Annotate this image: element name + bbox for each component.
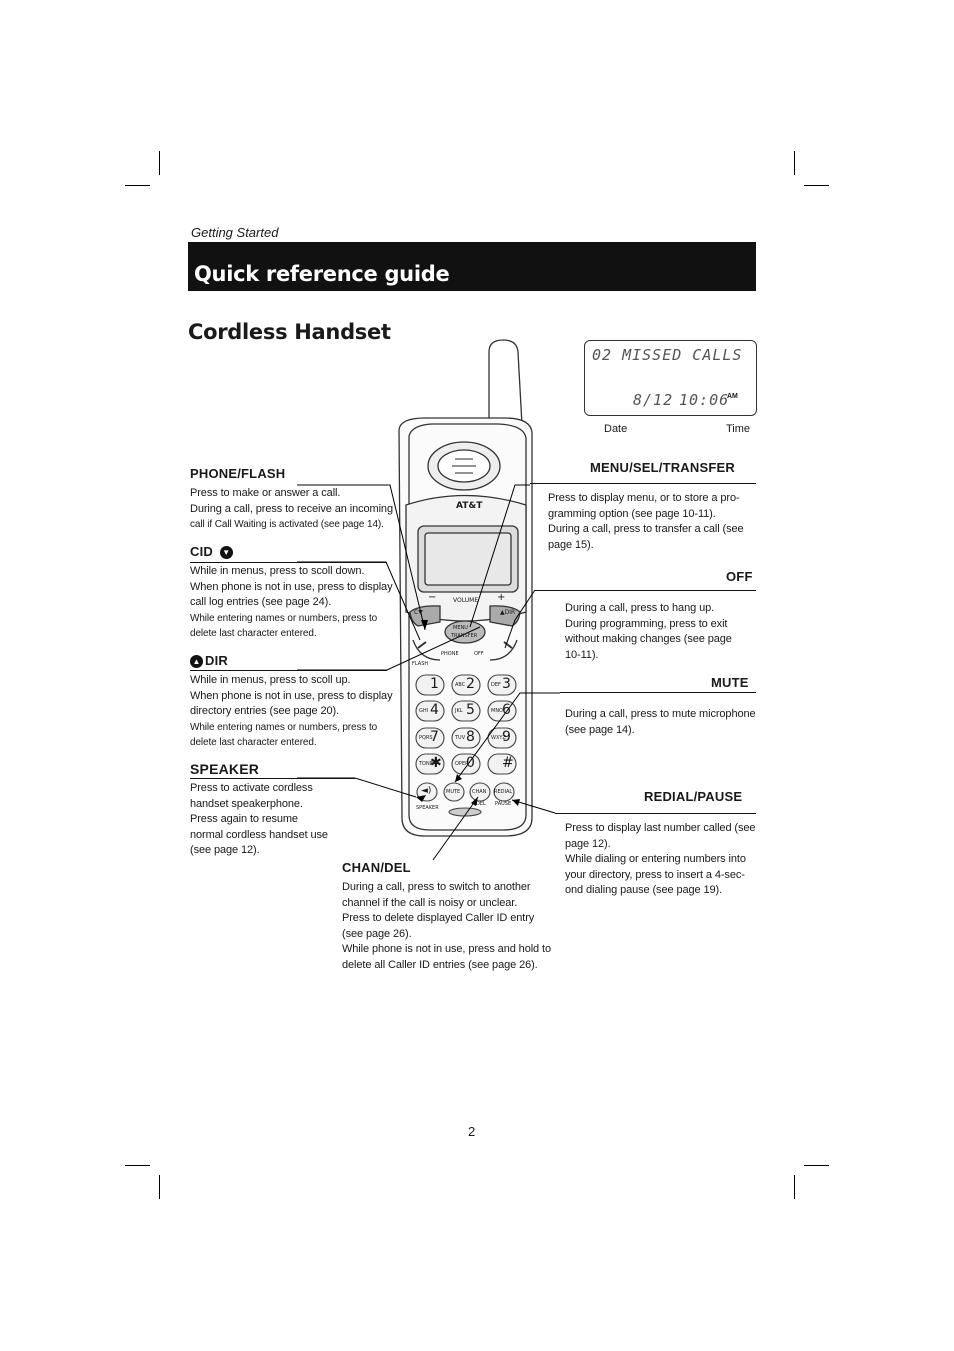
keypad-digit: 1 <box>430 676 439 692</box>
off-key: OFF <box>474 651 484 657</box>
chan-del-desc: During a call, press to switch to another channel if the call is noisy or unclear. Press to delete displayed Caller ID entry (see page 26). While phone is not in use, press and hold to delete all Caller ID entries (see page 26). <box>342 881 552 971</box>
redial-rule <box>555 813 756 814</box>
keypad-letters: OPER <box>455 761 469 767</box>
time-label: Time <box>726 423 751 435</box>
lcd-date: 8/12 <box>633 391 674 409</box>
menu-rule <box>530 483 756 484</box>
brand-logo: AT&T <box>456 501 483 511</box>
cid-key: C▼ <box>414 609 423 616</box>
lcd-time: 10:06 <box>679 391 730 409</box>
chan-key: CHAN <box>472 789 487 795</box>
subtitle: Cordless Handset <box>188 320 391 344</box>
redial-key: REDIAL <box>494 789 513 795</box>
dir-rule <box>190 670 387 671</box>
volume-label: VOLUME <box>453 597 479 604</box>
keypad-letters: TUV <box>455 735 466 741</box>
speaker-heading: SPEAKER <box>190 761 260 777</box>
page-title: Quick reference guide <box>194 262 450 286</box>
transfer-key: TRANSFER <box>451 633 478 639</box>
keypad-letters: GHI <box>419 708 429 714</box>
menu-key: MENU <box>453 625 468 631</box>
keypad-digit: 4 <box>430 702 439 718</box>
mute-desc: During a call, press to mute microphone (see page 14). <box>565 708 756 736</box>
off-desc: During a call, press to hang up. During programming, press to exit without making changes (see page 10-11). <box>565 602 732 661</box>
dir-key: ▲DIR <box>500 609 516 616</box>
phone-flash-desc: Press to make or answer a call. During a call, press to receive an incoming call if Call Waiting is activated (see page 14). <box>190 487 393 530</box>
down-arrow-icon: ▼ <box>220 546 233 559</box>
keypad-letters: TONE <box>419 761 433 767</box>
keypad-digit: 9 <box>502 729 511 745</box>
redial-heading: REDIAL/PAUSE <box>644 789 743 804</box>
del-label: DEL <box>476 801 486 807</box>
dir-desc: While in menus, press to scoll up. When phone is not in use, press to display directory entries (see page 20). While entering names or numbers, press to delete last character entered. <box>190 674 393 748</box>
mute-key: MUTE <box>446 789 461 795</box>
mute-rule <box>560 692 756 693</box>
keypad-letters: WXYZ <box>491 735 506 741</box>
keypad-digit: 5 <box>466 702 475 718</box>
lcd-line1: 02 MISSED CALLS <box>592 346 743 364</box>
speaker-icon: ◄) <box>421 786 432 796</box>
up-arrow-icon: ▲ <box>190 655 203 668</box>
flash-label: FLASH <box>412 661 429 667</box>
mute-heading: MUTE <box>711 675 749 690</box>
speaker-desc: Press to activate cordless handset speakerphone. Press again to resume normal cordless handset use (see page 12). <box>190 782 328 856</box>
keypad-letters: ABC <box>455 682 466 688</box>
keypad-digit: 7 <box>430 729 439 745</box>
phone-flash-heading: PHONE/FLASH <box>190 466 286 481</box>
keypad-letters: MNO <box>491 708 503 714</box>
cid-heading: CID ▼ <box>190 544 233 559</box>
cid-desc: While in menus, press to scoll down. When phone is not in use, press to display call log entries (see page 24). While entering names or numbers, press to delete last character entered. <box>190 565 393 639</box>
phone-key: PHONE <box>441 651 459 657</box>
keypad-digit: 8 <box>466 729 475 745</box>
off-heading: OFF <box>726 569 753 584</box>
off-rule <box>535 590 756 591</box>
keypad-digit: 6 <box>502 702 511 718</box>
keypad-letters: JKL <box>455 708 463 714</box>
page-number: 2 <box>468 1124 476 1139</box>
keypad-digit: # <box>502 755 514 771</box>
keypad-digit: 3 <box>502 676 511 692</box>
menu-heading: MENU/SEL/TRANSFER <box>590 460 735 475</box>
redial-desc: Press to display last number called (see page 12). While dialing or entering numbers into your directory, press to insert a 4-sec- ond dialing pause (see page 19). <box>565 822 756 896</box>
keypad-letters: DEF <box>491 682 501 688</box>
keypad-digit: 0 <box>466 755 475 771</box>
speaker-label: SPEAKER <box>416 805 439 811</box>
keypad-letters: PQRS <box>419 735 433 741</box>
menu-desc: Press to display menu, or to store a pro- gramming option (see page 10-11). During a call, press to transfer a call (see page 15). <box>548 492 744 551</box>
volume-minus: − <box>428 592 437 603</box>
volume-plus: + <box>497 592 506 603</box>
speaker-rule <box>190 778 355 779</box>
keypad-digit: 2 <box>466 676 475 692</box>
keypad-digit: ✱ <box>430 755 442 771</box>
pause-label: PAUSE <box>495 801 512 807</box>
dir-heading: ▲ DIR <box>190 653 228 668</box>
chan-del-heading: CHAN/DEL <box>342 860 411 875</box>
date-label: Date <box>604 423 628 435</box>
section-label: Getting Started <box>191 225 279 240</box>
lcd-ampm: AM <box>727 393 738 400</box>
cid-rule <box>190 562 387 563</box>
